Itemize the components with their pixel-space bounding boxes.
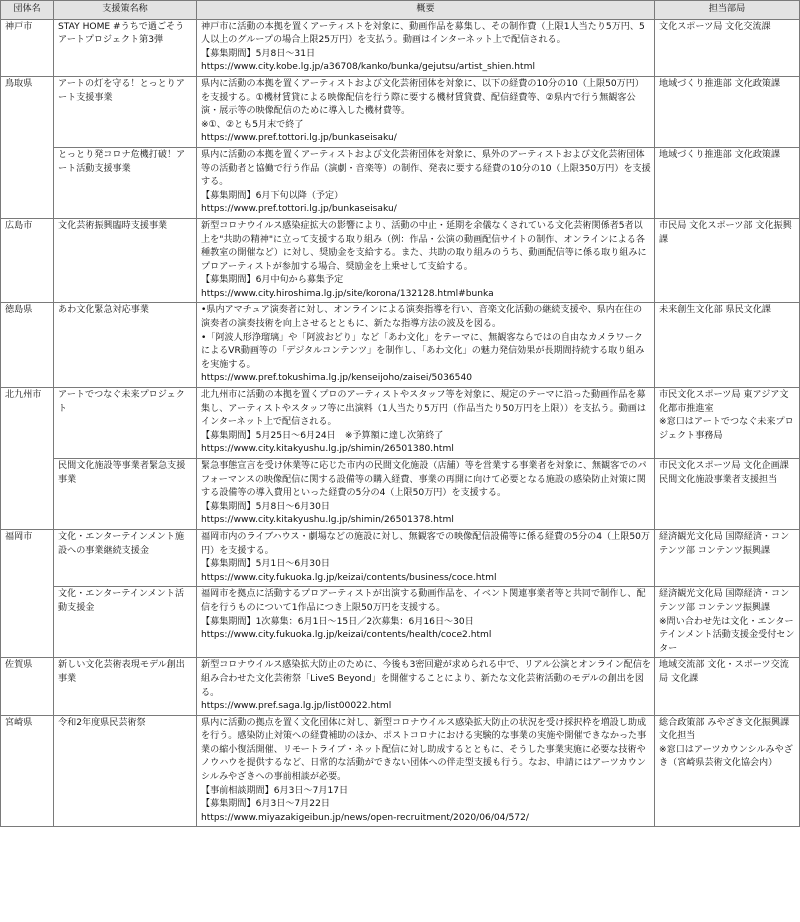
summary-url[interactable]: https://www.city.kitakyushu.lg.jp/shimin/26501380.html: [201, 444, 454, 455]
summary-line: 【募集期間】1次募集：6月1日～15日／2次募集：6月16日～30日: [201, 616, 474, 627]
department-cell: 市民局 文化スポーツ部 文化振興課: [655, 218, 800, 303]
summary-url[interactable]: https://www.pref.tokushima.lg.jp/kenseijoho/zaisei/5036540: [201, 373, 473, 384]
department-cell: 地域づくり推進部 文化政策課: [655, 147, 800, 218]
header-department: 担当部局: [655, 1, 800, 20]
organization-cell: 北九州市: [1, 388, 54, 530]
department-cell: 市民文化スポーツ局 文化企画課 民間文化施設事業者支援担当: [655, 459, 800, 530]
summary-url[interactable]: https://www.city.hiroshima.lg.jp/site/korona/132128.html#bunka: [201, 288, 494, 299]
table-row: [1, 529, 800, 586]
department-cell: 市民文化スポーツ局 東アジア文化都市推進室 ※窓口はアートでつなぐ未来プロジェクト事務局: [655, 388, 800, 459]
organization-cell: 神戸市: [1, 19, 54, 76]
summary-cell: [197, 76, 655, 147]
program-name-cell: 令和2年度県民芸術祭: [54, 715, 197, 827]
table-row: [1, 459, 800, 530]
organization-cell: 宮崎県: [1, 715, 54, 827]
summary-line: 福岡市内のライブハウス・劇場などの施設に対し、無観客での映像配信設備等に係る経費の5分の4（上限50万円）を支援する。: [201, 531, 651, 556]
summary-line: 【募集期間】5月8日～6月30日: [201, 501, 330, 512]
summary-line: 県内に活動の本拠を置くアーティストおよび文化芸術団体を対象に、以下の経費の10分の10（上限50万円）を支援する。①機材賃貸による映像配信を行う際に要する機材賃貸費、配信経費等、②県内で行う無観客公演・展示等の映像配信のために導入した機材費等。: [201, 78, 644, 117]
summary-cell: [197, 218, 655, 303]
program-name-cell: 文化芸術振興臨時支援事業: [54, 218, 197, 303]
summary-cell: [197, 529, 655, 586]
summary-cell: [197, 388, 655, 459]
department-cell: 総合政策部 みやざき文化振興課 文化担当 ※窓口はアーツカウンシルみやざき（宮崎県芸術文化協会内）: [655, 715, 800, 827]
department-cell: 地域づくり推進部 文化政策課: [655, 76, 800, 147]
summary-cell: [197, 587, 655, 658]
department-cell: 経済観光文化局 国際経済・コンテンツ部 コンテンツ振興課 ※問い合わせ先は文化・エンターテインメント活動支援金受付センター: [655, 587, 800, 658]
summary-url[interactable]: https://www.city.kitakyushu.lg.jp/shimin/26501378.html: [201, 515, 454, 526]
program-name-cell: アートでつなぐ未来プロジェクト: [54, 388, 197, 459]
summary-line: 新型コロナウイルス感染症拡大の影響により、活動の中止・延期を余儀なくされている文化芸術関係者5者以上を"共助の精神"に立って支援する取り組み（例：作品・公演の動画配信サイトの制作、オンラインによる各種教室の開催など）に対し、奨励金を支給する。また、共助の取り組みのうち、動画配信等に係る取り組みにプロアーティストが参加する場合、奨励金を上乗せして支給する。: [201, 220, 647, 272]
summary-line: 県内に活動の本拠を置くアーティストおよび文化芸術団体を対象に、県外のアーティストおよび文化芸術団体等の活動者と協働で行う作品（演劇・音楽等）の制作、発表に要する経費の10分の10（上限350万円）を支援する。: [201, 149, 651, 188]
organization-cell: 徳島県: [1, 303, 54, 388]
summary-line: 北九州市に活動の本拠を置くプロのアーティストやスタッフ等を対象に、規定のテーマに沿った動画作品を募集し、アーティストやスタッフ等に出演料（1人当たり5万円（作品当たり50万円を上限））を支払う。動画はインターネット上で配信される。: [201, 390, 646, 428]
summary-line: 緊急事態宣言を受け休業等に応じた市内の民間文化施設（店舗）等を営業する事業者を対象に、無観客でのパフォーマンスの映像配信に関する設備等の購入経費、事業の再開に向けて必要となる施設の感染防止対策に関する設備等の導入費用といった経費の5分の4（上限50万円）を支援する。: [201, 461, 647, 499]
header-program-name: 支援策名称: [54, 1, 197, 20]
summary-url[interactable]: https://www.miyazakigeibun.jp/news/open-recruitment/2020/06/04/572/: [201, 812, 529, 823]
table-row: [1, 715, 800, 827]
department-cell: 経済観光文化局 国際経済・コンテンツ部 コンテンツ振興課: [655, 529, 800, 586]
summary-url[interactable]: https://www.city.fukuoka.lg.jp/keizai/contents/health/coce2.html: [201, 630, 492, 641]
program-name-cell: 文化・エンターテインメント施設への事業継続支援金: [54, 529, 197, 586]
table-row: [1, 147, 800, 218]
summary-url[interactable]: https://www.pref.tottori.lg.jp/bunkaseisaku/: [201, 204, 397, 215]
table-row: [1, 587, 800, 658]
program-name-cell: アートの灯を守る！とっとりアート支援事業: [54, 76, 197, 147]
summary-cell: [197, 147, 655, 218]
summary-line: 県内に活動の拠点を置く文化団体に対し、新型コロナウイルス感染拡大防止の状況を受け採択枠を増設し助成を行う。感染防止対策への経費補助のほか、ポストコロナにおける実験的な事業の実施や開催できなかった事業の縮小復活開催、リモートライブ・ネット配信に対し助成するとともに、そうした事業実施に必要な技術やノウハウを提供するなど、日常的な活動ができない団体への伴走型支援も行う。なお、申請にはアーツカウンシルみやざきへの事前相談が必要。: [201, 717, 647, 783]
summary-line: 【募集期間】5月1日～6月30日: [201, 559, 330, 570]
summary-cell: [197, 715, 655, 827]
summary-cell: [197, 459, 655, 530]
summary-url[interactable]: https://www.city.kobe.lg.jp/a36708/kanko/bunka/gejutsu/artist_shien.html: [201, 62, 535, 73]
summary-line: •県内アマチュア演奏者に対し、オンラインによる演奏指導を行い、音楽文化活動の継続支援や、県内在住の演奏者の演奏技術を向上させるとともに、新たな指導方法の波及を図る。: [201, 305, 643, 330]
summary-line: 福岡市を拠点に活動するプロアーティストが出演する動画作品を、イベント関連事業者等と共同で制作し、配信を行うものについて1作品につき上限50万円を支援する。: [201, 589, 646, 613]
header-summary: 概要: [197, 1, 655, 20]
program-name-cell: 文化・エンターテインメント活動支援金: [54, 587, 197, 658]
table-row: [1, 658, 800, 715]
program-name-cell: とっとり発コロナ危機打破！アート活動支援事業: [54, 147, 197, 218]
organization-cell: 鳥取県: [1, 76, 54, 218]
table-row: [1, 303, 800, 388]
summary-cell: [197, 303, 655, 388]
summary-url[interactable]: https://www.pref.saga.lg.jp/list00022.html: [201, 701, 392, 712]
summary-line: •「阿波人形浄瑠璃」や「阿波おどり」など「あわ文化」をテーマに、無観客ならではの自由なカメラワークによるVR動画等の「デジタルコンテンツ」を制作し、「あわ文化」の魅力発信効果が長期間持続する取り組みを実施する。: [201, 332, 645, 370]
summary-line: 新型コロナウイルス感染拡大防止のために、今後も3密回避が求められる中で、リアル公演とオンライン配信を組み合わせた文化芸術祭「LiveS Beyond」を開催することにより、新たな文化芸術活動のモデルの創出を図る。: [201, 660, 652, 698]
organization-cell: 佐賀県: [1, 658, 54, 715]
department-cell: 文化スポーツ局 文化交流課: [655, 19, 800, 76]
summary-line: 【募集期間】6月中旬から募集予定: [201, 275, 344, 286]
summary-url[interactable]: https://www.city.fukuoka.lg.jp/keizai/contents/business/coce.html: [201, 572, 497, 583]
summary-line: 【事前相談期間】6月3日～7月17日: [201, 785, 349, 796]
program-name-cell: あわ文化緊急対応事業: [54, 303, 197, 388]
organization-cell: 福岡市: [1, 529, 54, 657]
organization-cell: 広島市: [1, 218, 54, 303]
summary-line: 【募集期間】5月8日～31日: [201, 48, 316, 59]
table-row: [1, 388, 800, 459]
summary-url[interactable]: https://www.pref.tottori.lg.jp/bunkaseisaku/: [201, 133, 397, 144]
header-row: [1, 1, 800, 20]
table-row: [1, 76, 800, 147]
summary-cell: [197, 19, 655, 76]
summary-line: 【募集期間】6月下旬以降（予定）: [201, 190, 344, 201]
table-row: [1, 19, 800, 76]
summary-line: 【募集期間】6月3日～7月22日: [201, 799, 330, 810]
table-row: [1, 218, 800, 303]
summary-line: 神戸市に活動の本拠を置くアーティストを対象に、動画作品を募集し、その制作費（上限1人当たり5万円、5人以上のグループの場合上限25万円）を支払う。動画はインターネット上で配信される。: [201, 21, 645, 46]
summary-line: 【募集期間】5月25日～6月24日 ※予算額に達し次第終了: [201, 430, 444, 441]
program-name-cell: 新しい文化芸術表現モデル創出事業: [54, 658, 197, 715]
summary-cell: [197, 658, 655, 715]
department-cell: 未来創生文化部 県民文化課: [655, 303, 800, 388]
department-cell: 地域交流部 文化・スポーツ交流局 文化課: [655, 658, 800, 715]
program-name-cell: STAY HOME #うちで過ごそうアートプロジェクト第3弾: [54, 19, 197, 76]
program-name-cell: 民間文化施設等事業者緊急支援事業: [54, 459, 197, 530]
summary-line: ※①、②とも5月末で終了: [201, 119, 304, 130]
header-organization: 団体名: [1, 1, 54, 20]
table-body: [1, 19, 800, 827]
